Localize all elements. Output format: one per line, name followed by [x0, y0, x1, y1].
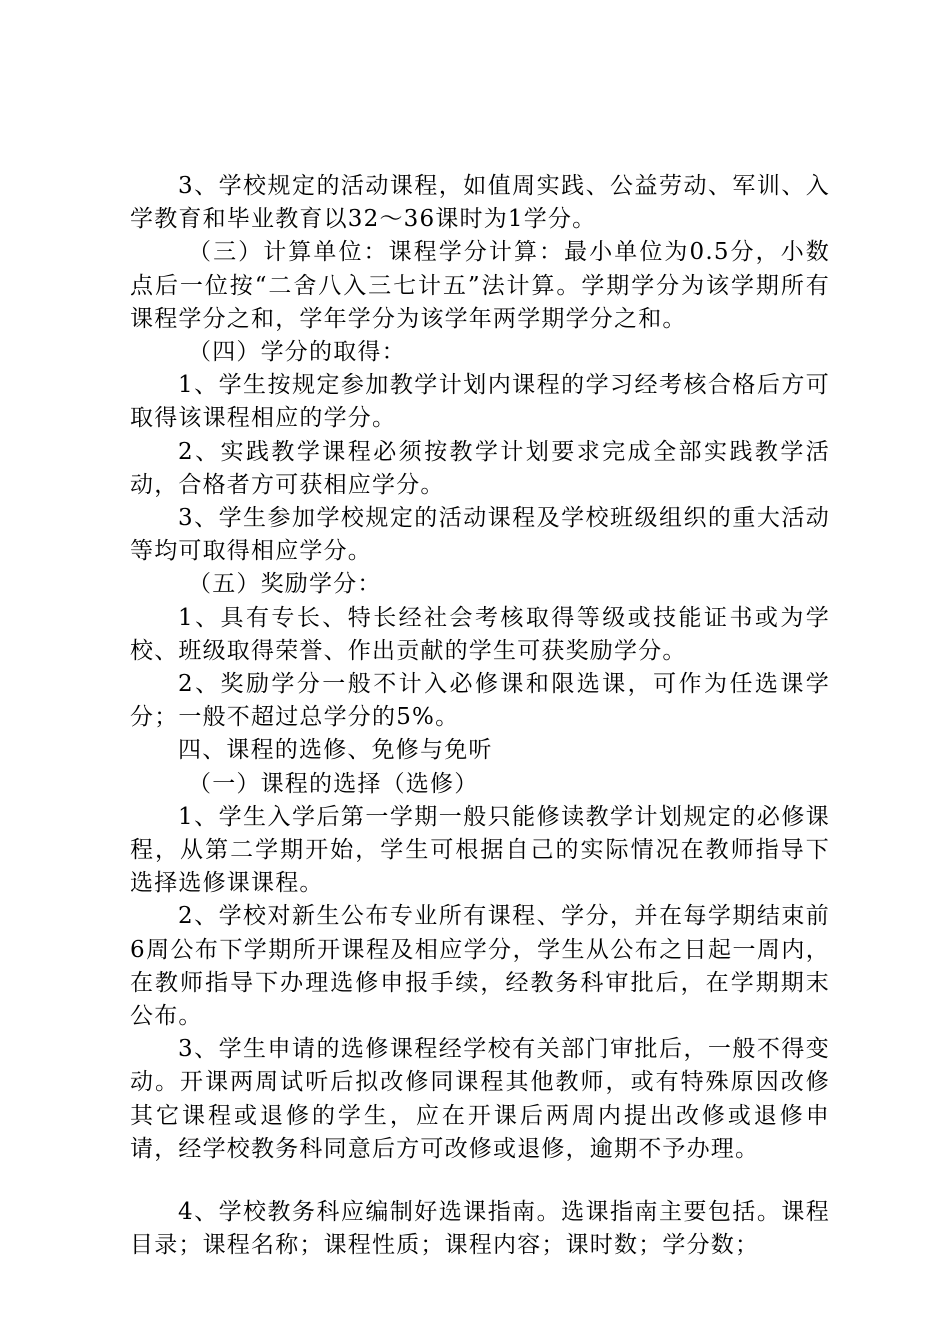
paragraph: 1、具有专长、特长经社会考核取得等级或技能证书或为学校、班级取得荣誉、作出贡献的学生可获奖励学分。 [130, 604, 830, 664]
paragraph: 2、实践教学课程必须按教学计划要求完成全部实践教学活动，合格者方可获相应学分。 [130, 438, 830, 498]
section-heading-reward-credits: （五）奖励学分： [188, 571, 382, 598]
paragraph: 3、学校规定的活动课程，如值周实践、公益劳动、军训、入学教育和毕业教育以32～36课时为1学分。 [130, 173, 830, 233]
paragraph: 1、学生按规定参加教学计划内课程的学习经考核合格后方可取得该课程相应的学分。 [130, 372, 830, 432]
chapter-heading-course-selection: 四、课程的选修、免修与免听 [178, 737, 493, 764]
paragraph: 3、学生申请的选修课程经学校有关部门审批后，一般不得变动。开课两周试听后拟改修同课程其他教师，或有特殊原因改修其它课程或退修的学生，应在开课后两周内提出改修或退修申请，经学校教务科同意后方可改修或退修，逾期不予办理。 [130, 1036, 830, 1162]
paragraph: 4、学校教务科应编制好选课指南。选课指南主要包括。课程目录；课程名称；课程性质；课程内容；课时数；学分数； [130, 1199, 830, 1259]
section-heading-credit-acquisition: （四）学分的取得： [188, 339, 406, 366]
document-page [130, 170, 830, 1263]
section-heading-course-choice: （一）课程的选择（选修） [188, 770, 479, 797]
paragraph: 2、学校对新生公布专业所有课程、学分，并在每学期结束前6周公布下学期所开课程及相应学分，学生从公布之日起一周内，在教师指导下办理选修申报手续，经教务科审批后，在学期期末公布。 [130, 903, 830, 1030]
section-heading-calculation-unit: （三）计算单位：课程学分计算：最小单位为0.5分，小数点后一位按“二舍八入三七计五”法计算。学期学分为该学期所有课程学分之和，学年学分为该学年两学期学分之和。 [130, 239, 830, 332]
paragraph: 1、学生入学后第一学期一般只能修读教学计划规定的必修课程，从第二学期开始，学生可根据自己的实际情况在教师指导下选择选修课课程。 [130, 803, 830, 897]
paragraph: 3、学生参加学校规定的活动课程及学校班级组织的重大活动等均可取得相应学分。 [130, 505, 830, 565]
paragraph: 2、奖励学分一般不计入必修课和限选课，可作为任选课学分；一般不超过总学分的5%。 [130, 671, 830, 731]
